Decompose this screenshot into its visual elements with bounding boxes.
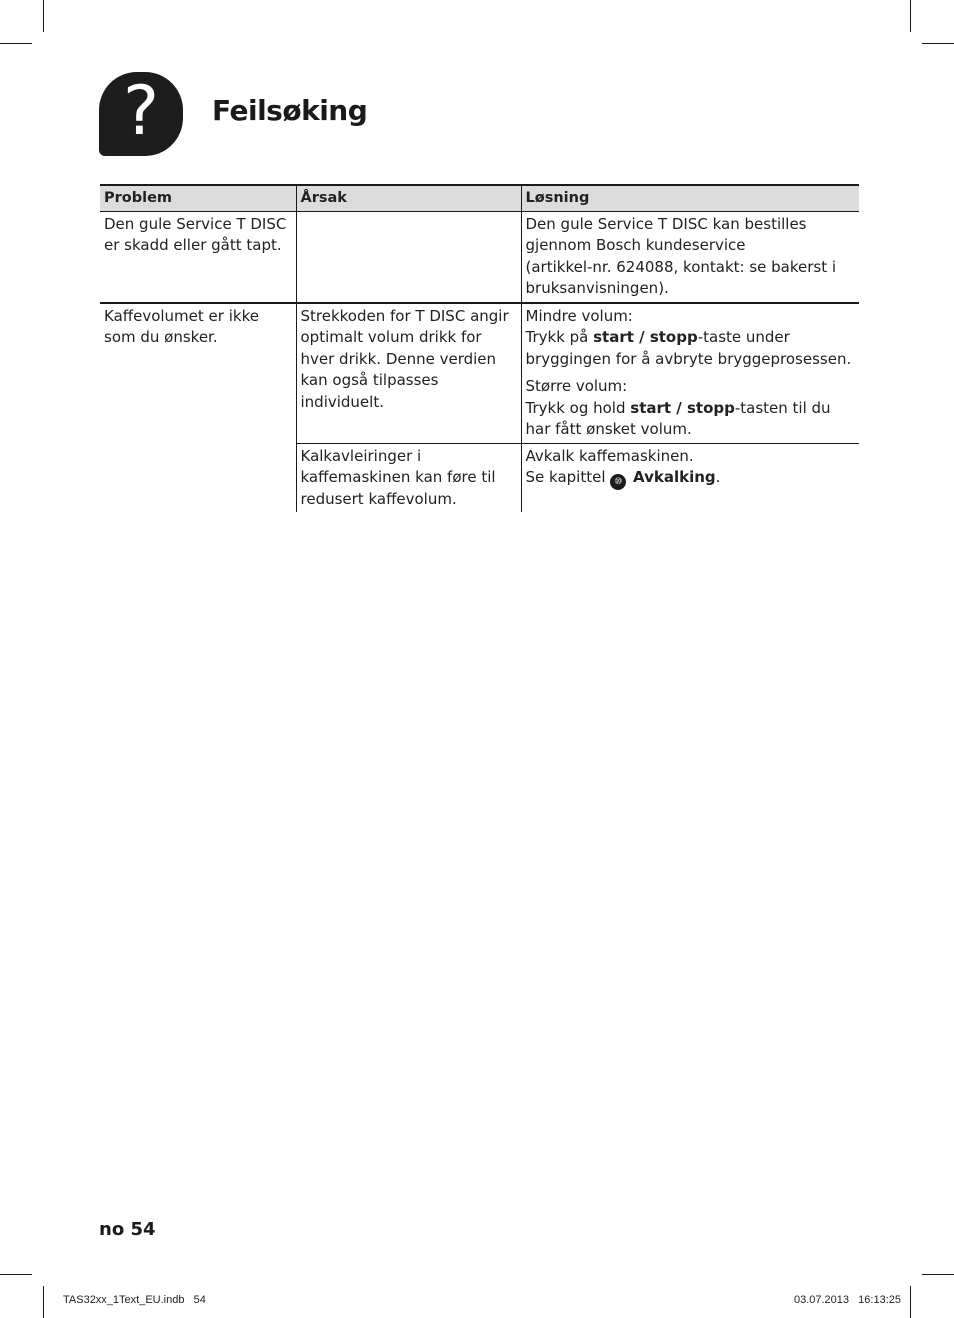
solution-cell: [521, 443, 859, 512]
cause-cell: Kalkavleiringer i kaffemaskinen kan føre til redusert kaffevolum.: [296, 443, 521, 512]
solution-cell: [521, 211, 859, 303]
chapter-number-icon: ⑩: [610, 474, 626, 490]
solution-text: Se kapittel: [525, 468, 611, 486]
crop-mark: [0, 1274, 32, 1275]
cause-cell: Strekkoden for T DISC angir optimalt volum drikk for hver drikk. Denne verdien kan også tilpasses individuelt.: [296, 303, 521, 444]
solution-text: -taste under bryggingen for å avbryte bryggeprosessen.: [525, 328, 852, 368]
start-stop-key-label: start / stopp: [630, 398, 735, 417]
crop-mark: [910, 0, 911, 32]
solution-heading: Større volum:: [525, 377, 628, 395]
start-stop-key-label: start / stopp: [593, 328, 698, 346]
solution-line: [526, 467, 856, 490]
cause-cell: [296, 211, 521, 303]
column-header-cause: Årsak: [296, 185, 521, 211]
table-row: [100, 211, 859, 303]
solution-heading: Mindre volum:: [525, 306, 633, 325]
crop-mark: [922, 1274, 954, 1275]
solution-line: Avkalk kaffemaskinen.: [525, 446, 694, 465]
print-slug-file: TAS32xx_1Text_EU.indb 54: [63, 1294, 206, 1306]
solution-larger-volume: [526, 376, 856, 441]
print-slug-date: 03.07.2013 16:13:25: [793, 1294, 901, 1306]
crop-mark: [43, 0, 44, 32]
question-glyph: ?: [122, 72, 160, 151]
page-number: no 54: [99, 1219, 156, 1240]
problem-cell: Den gule Service T DISC er skadd eller gått tapt.: [100, 211, 296, 303]
chapter-reference: Avkalking: [633, 468, 716, 486]
solution-line: gjennom Bosch kundeservice: [525, 236, 746, 254]
troubleshooting-table: [100, 184, 859, 512]
problem-cell: Kaffevolumet er ikke som du ønsker.: [104, 306, 259, 346]
solution-cell: [521, 303, 859, 444]
crop-mark: [922, 43, 954, 44]
crop-mark: [910, 1286, 911, 1318]
solution-text: -tasten til du har fått ønsket volum.: [525, 398, 831, 438]
table-row: [100, 303, 859, 444]
question-mark-icon: [99, 72, 183, 156]
table-header-row: [100, 185, 859, 211]
crop-mark: [0, 43, 32, 44]
solution-smaller-volume: [526, 306, 856, 371]
solution-text: Trykk og hold: [525, 398, 631, 417]
solution-text: Trykk på: [525, 328, 594, 346]
solution-line: (artikkel-nr. 624088, kontakt: se bakerst i: [525, 257, 837, 276]
crop-mark: [43, 1286, 44, 1318]
solution-line: Den gule Service T DISC kan bestilles: [525, 214, 807, 233]
column-header-solution: Løsning: [521, 185, 859, 211]
page-title: Feilsøking: [212, 94, 368, 127]
solution-text: .: [715, 468, 721, 486]
solution-line: bruksanvisningen).: [525, 279, 669, 297]
column-header-problem: Problem: [100, 185, 296, 211]
